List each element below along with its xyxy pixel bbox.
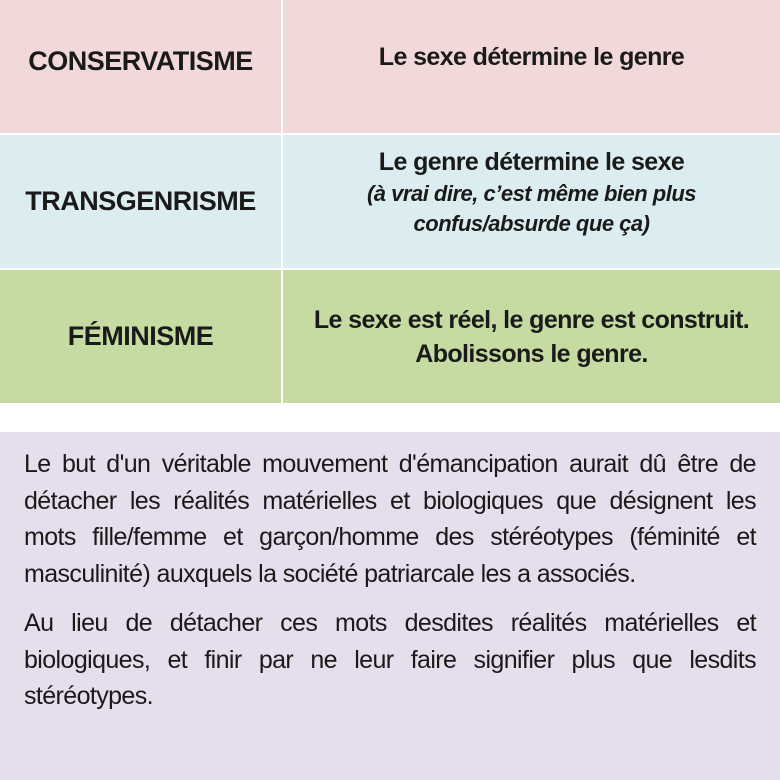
explanation-block xyxy=(0,432,780,780)
table-row-transgenrisme xyxy=(0,135,780,270)
claim-line: Le sexe détermine le genre xyxy=(378,43,685,71)
note-line: (à vrai dire, c’est même bien plus xyxy=(366,181,697,206)
claim-cell xyxy=(283,270,780,403)
ideology-label: FÉMINISME xyxy=(67,321,214,351)
table-row-conservatisme xyxy=(0,0,780,135)
spacer xyxy=(0,405,780,432)
ideology-label: TRANSGENRISME xyxy=(25,186,256,216)
ideology-cell xyxy=(0,0,283,133)
paragraph: Le but d'un véritable mouvement d'émancipation aurait dû être de détacher les réalités matérielles et biologiques que désignent les mots fille/femme et garçon/homme des stéréotypes (féminité et masculinité) auxquels la société patriarcale les a associés. xyxy=(24,450,756,588)
claim-line: Le sexe est réel, le genre est construit. xyxy=(313,305,750,334)
claim-line: Le genre détermine le sexe xyxy=(378,148,685,176)
note-line: confus/absurde que ça) xyxy=(413,211,650,236)
ideology-label: CONSERVATISME xyxy=(28,46,253,76)
ideology-cell xyxy=(0,270,283,403)
paragraph: Au lieu de détacher ces mots desdites réalités matérielles et biologiques, et finir par ne leur faire signifier plus que lesdits stéréotypes. xyxy=(24,609,756,710)
claim-line: Abolissons le genre. xyxy=(415,339,648,368)
claim-cell xyxy=(283,0,780,133)
claim-cell xyxy=(283,135,780,268)
table-row-feminisme xyxy=(0,270,780,405)
ideology-cell xyxy=(0,135,283,268)
